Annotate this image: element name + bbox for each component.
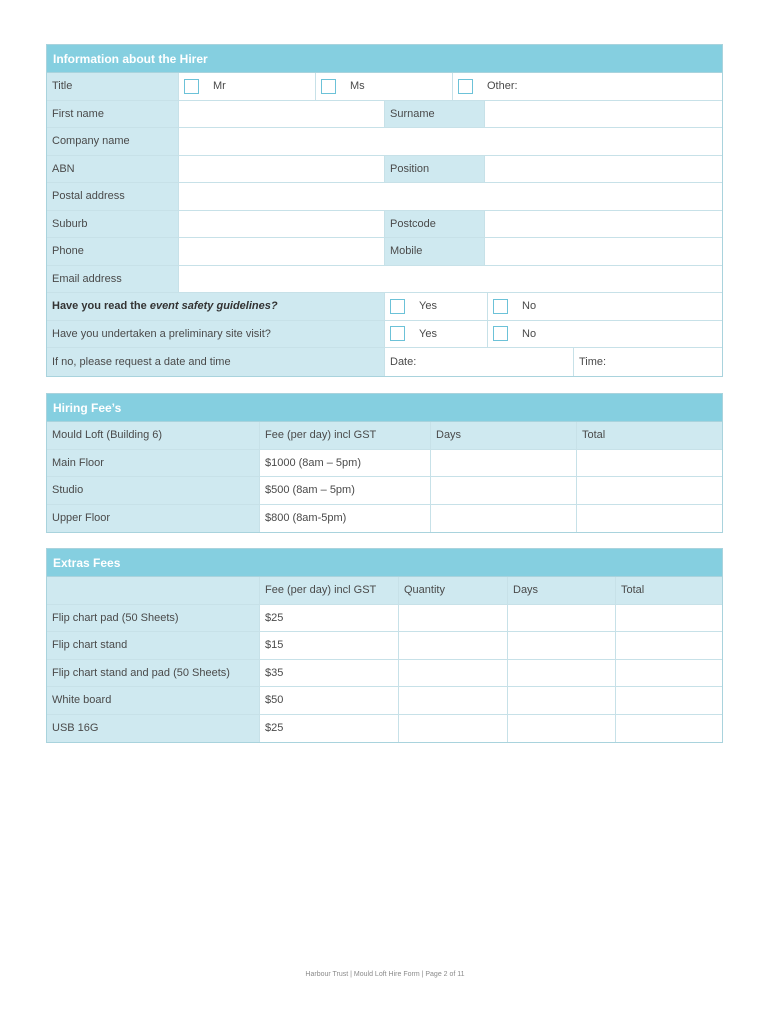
phone-field[interactable] [179,238,385,265]
venue-days-field[interactable] [431,505,577,533]
site-visit-no-label: No [522,327,537,340]
site-visit-row [47,321,722,349]
hiring-section [46,393,723,533]
extra-total-field[interactable] [616,715,722,743]
email-field[interactable] [179,266,722,293]
guidelines-row [47,293,722,321]
email-row [47,266,722,294]
phone-row [47,238,722,266]
extra-days-field[interactable] [508,687,616,714]
extra-item-fee: $25 [260,605,399,632]
table-row [47,505,722,533]
extras-header-row [47,577,722,605]
title-option-ms[interactable] [316,73,453,100]
table-row [47,660,722,688]
first-name-field[interactable] [179,101,385,128]
request-row [47,348,722,376]
suburb-field[interactable] [179,211,385,238]
postal-row [47,183,722,211]
table-row [47,715,722,743]
abn-row [47,156,722,184]
extras-heading: Extras Fees [47,549,722,577]
extra-item-name: Flip chart pad (50 Sheets) [47,605,260,632]
site-visit-yes[interactable] [385,321,488,348]
suburb-row [47,211,722,239]
hiring-heading: Hiring Fee’s [47,394,722,422]
postal-field[interactable] [179,183,722,210]
hiring-header-row [47,422,722,450]
email-label: Email address [47,266,179,293]
title-row [47,73,722,101]
date-field[interactable] [385,348,574,376]
page-footer: Harbour Trust | Mould Loft Hire Form | Page 2 of 11 [305,971,465,978]
extra-item-name: White board [47,687,260,714]
venue-total-field[interactable] [577,477,722,504]
suburb-label: Suburb [47,211,179,238]
position-field[interactable] [485,156,722,183]
phone-label: Phone [47,238,179,265]
guidelines-prefix: Have you read the [52,300,150,313]
date-label: Date: [390,355,417,368]
extra-days-field[interactable] [508,605,616,632]
guidelines-yes-label: Yes [419,300,437,313]
extras-col-days: Days [508,577,616,604]
venue-total-field[interactable] [577,450,722,477]
postcode-field[interactable] [485,211,722,238]
extra-quantity-field[interactable] [399,605,508,632]
extra-total-field[interactable] [616,687,722,714]
extras-col-total: Total [616,577,722,604]
mr-label: Mr [213,80,226,93]
first-name-label: First name [47,101,179,128]
hiring-col-fee: Fee (per day) incl GST [260,422,431,449]
extra-quantity-field[interactable] [399,687,508,714]
mobile-label: Mobile [385,238,485,265]
surname-field[interactable] [485,101,722,128]
venue-total-field[interactable] [577,505,722,533]
extra-item-fee: $50 [260,687,399,714]
site-visit-yes-label: Yes [419,327,437,340]
title-option-mr[interactable] [179,73,316,100]
company-field[interactable] [179,128,722,155]
request-text: If no, please request a date and time [47,348,385,376]
company-label: Company name [47,128,179,155]
extra-item-fee: $35 [260,660,399,687]
extra-days-field[interactable] [508,715,616,743]
extra-item-name: Flip chart stand [47,632,260,659]
extra-total-field[interactable] [616,660,722,687]
postcode-label: Postcode [385,211,485,238]
venue-days-field[interactable] [431,450,577,477]
mobile-field[interactable] [485,238,722,265]
guidelines-no[interactable] [488,293,722,320]
extra-days-field[interactable] [508,660,616,687]
guidelines-yes-checkbox[interactable] [390,299,405,314]
extras-col-item [47,577,260,604]
extras-col-fee: Fee (per day) incl GST [260,577,399,604]
venue-name: Main Floor [47,450,260,477]
extra-quantity-field[interactable] [399,632,508,659]
venue-fee: $1000 (8am – 5pm) [260,450,431,477]
site-visit-yes-checkbox[interactable] [390,326,405,341]
venue-name: Studio [47,477,260,504]
site-visit-no-checkbox[interactable] [493,326,508,341]
guidelines-emphasis: event safety guidelines? [149,300,278,313]
name-row [47,101,722,129]
abn-field[interactable] [179,156,385,183]
venue-days-field[interactable] [431,477,577,504]
time-label: Time: [579,355,607,368]
extra-item-name: USB 16G [47,715,260,743]
ms-checkbox[interactable] [321,79,336,94]
table-row [47,687,722,715]
other-checkbox[interactable] [458,79,473,94]
time-field[interactable] [574,348,722,376]
hirer-heading: Information about the Hirer [47,45,722,73]
extra-quantity-field[interactable] [399,715,508,743]
postal-label: Postal address [47,183,179,210]
extra-total-field[interactable] [616,605,722,632]
mr-checkbox[interactable] [184,79,199,94]
title-label: Title [47,73,179,100]
hiring-col-days: Days [431,422,577,449]
extras-col-quantity: Quantity [399,577,508,604]
table-row [47,450,722,478]
extras-section [46,548,723,743]
extra-total-field[interactable] [616,632,722,659]
other-label: Other: [487,80,518,93]
extra-quantity-field[interactable] [399,660,508,687]
venue-name: Upper Floor [47,505,260,533]
extra-item-name: Flip chart stand and pad (50 Sheets) [47,660,260,687]
table-row [47,477,722,505]
guidelines-no-label: No [522,300,537,313]
table-row [47,632,722,660]
extra-item-fee: $25 [260,715,399,743]
position-label: Position [385,156,485,183]
site-visit-no[interactable] [488,321,722,348]
hiring-col-total: Total [577,422,722,449]
company-row [47,128,722,156]
guidelines-question [47,293,385,320]
venue-fee: $500 (8am – 5pm) [260,477,431,504]
extra-item-fee: $15 [260,632,399,659]
surname-label: Surname [385,101,485,128]
title-option-other[interactable] [453,73,722,100]
table-row [47,605,722,633]
guidelines-yes[interactable] [385,293,488,320]
hirer-section [46,44,723,377]
venue-fee: $800 (8am-5pm) [260,505,431,533]
guidelines-no-checkbox[interactable] [493,299,508,314]
site-visit-question: Have you undertaken a preliminary site visit? [47,321,385,348]
abn-label: ABN [47,156,179,183]
ms-label: Ms [350,80,365,93]
extra-days-field[interactable] [508,632,616,659]
hiring-col-venue: Mould Loft (Building 6) [47,422,260,449]
